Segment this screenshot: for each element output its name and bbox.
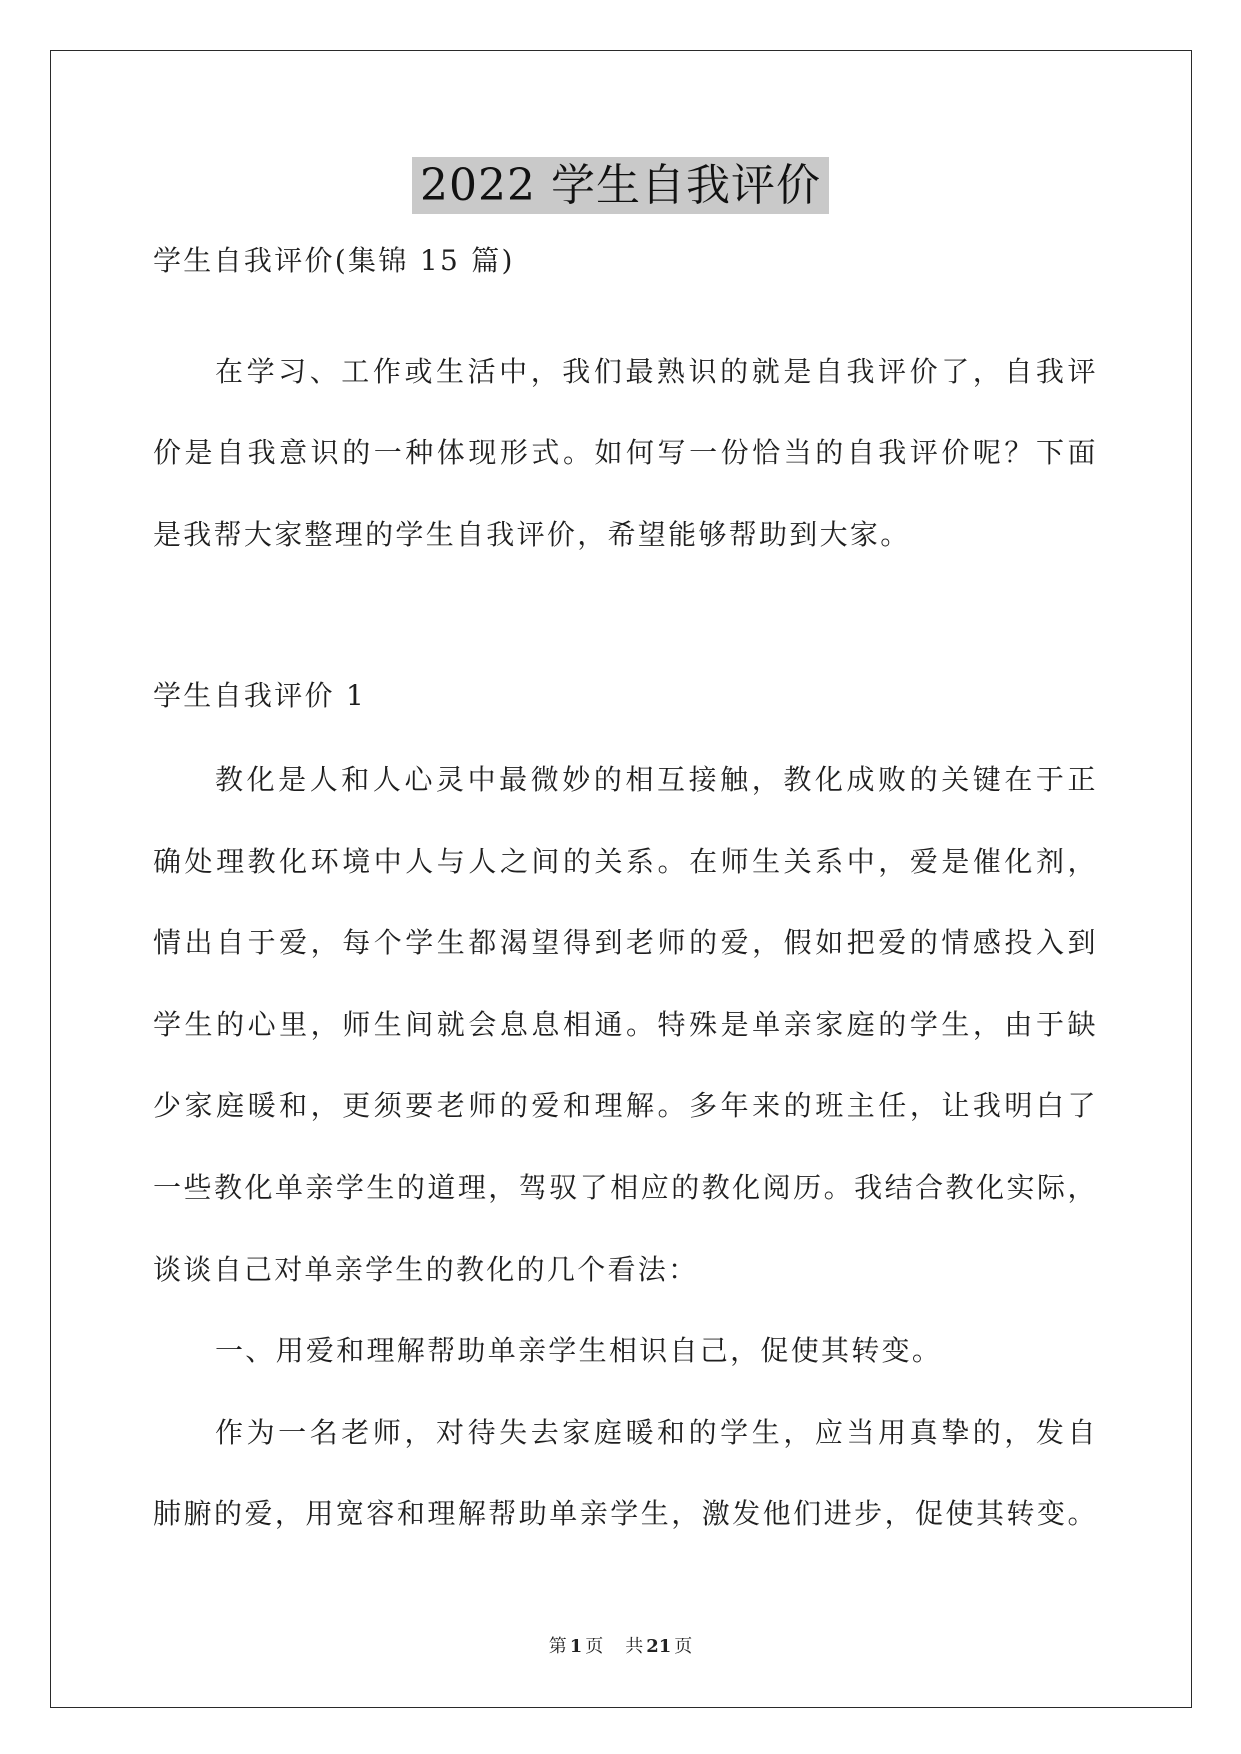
document-title: 2022 学生自我评价 (412, 157, 829, 214)
point-heading: 一、用爱和理解帮助单亲学生相识自己，促使其转变。 (215, 1334, 943, 1368)
paragraph-line: 肺腑的爱，用宽容和理解帮助单亲学生，激发他们进步，促使其转变。 (153, 1497, 1096, 1531)
document-subtitle: 学生自我评价(集锦 15 篇) (153, 244, 515, 277)
page-footer (0, 1634, 1241, 1660)
paragraph (153, 739, 1096, 1310)
document-body (153, 220, 1096, 1555)
paragraph-line: 确处理教化环境中人与人之间的关系。在师生关系中，爱是催化剂， (153, 844, 1096, 878)
section-body (153, 739, 1096, 1555)
paragraph-line: 学生的心里，师生间就会息息相通。特殊是单亲家庭的学生，由于缺 (153, 1007, 1096, 1041)
current-page-number: 1 (569, 1636, 583, 1657)
paragraph (153, 1392, 1096, 1555)
paragraph-line: 教化是人和人心灵中最微妙的相互接触，教化成败的关键在于正 (215, 762, 1096, 796)
total-pages-number: 21 (646, 1636, 672, 1657)
section-heading: 学生自我评价 1 (153, 679, 367, 713)
paragraph-line: 是我帮大家整理的学生自我评价，希望能够帮助到大家。 (153, 517, 911, 551)
total-suffix: 页 (674, 1636, 693, 1657)
paragraph-line: 情出自于爱，每个学生都渴望得到老师的爱，假如把爱的情感投入到 (153, 926, 1096, 960)
paragraph-line: 作为一名老师，对待失去家庭暖和的学生，应当用真挚的，发自 (215, 1415, 1096, 1449)
paragraph-line: 价是自我意识的一种体现形式。如何写一份恰当的自我评价呢？下面 (153, 436, 1096, 470)
title-block (0, 157, 1241, 214)
paragraph-line: 少家庭暖和，更须要老师的爱和理解。多年来的班主任，让我明白了 (153, 1089, 1096, 1123)
total-prefix: 共 (625, 1636, 644, 1657)
paragraph-line: 一些教化单亲学生的道理，驾驭了相应的教化阅历。我结合教化实际， (153, 1170, 1096, 1204)
paragraph-line: 谈谈自己对单亲学生的教化的几个看法： (153, 1252, 699, 1286)
intro-paragraph (153, 331, 1096, 576)
page-prefix: 第 (548, 1636, 567, 1657)
paragraph-line: 在学习、工作或生活中，我们最熟识的就是自我评价了，自我评 (215, 354, 1096, 388)
paragraph (153, 1310, 1096, 1392)
page-suffix: 页 (585, 1636, 604, 1657)
